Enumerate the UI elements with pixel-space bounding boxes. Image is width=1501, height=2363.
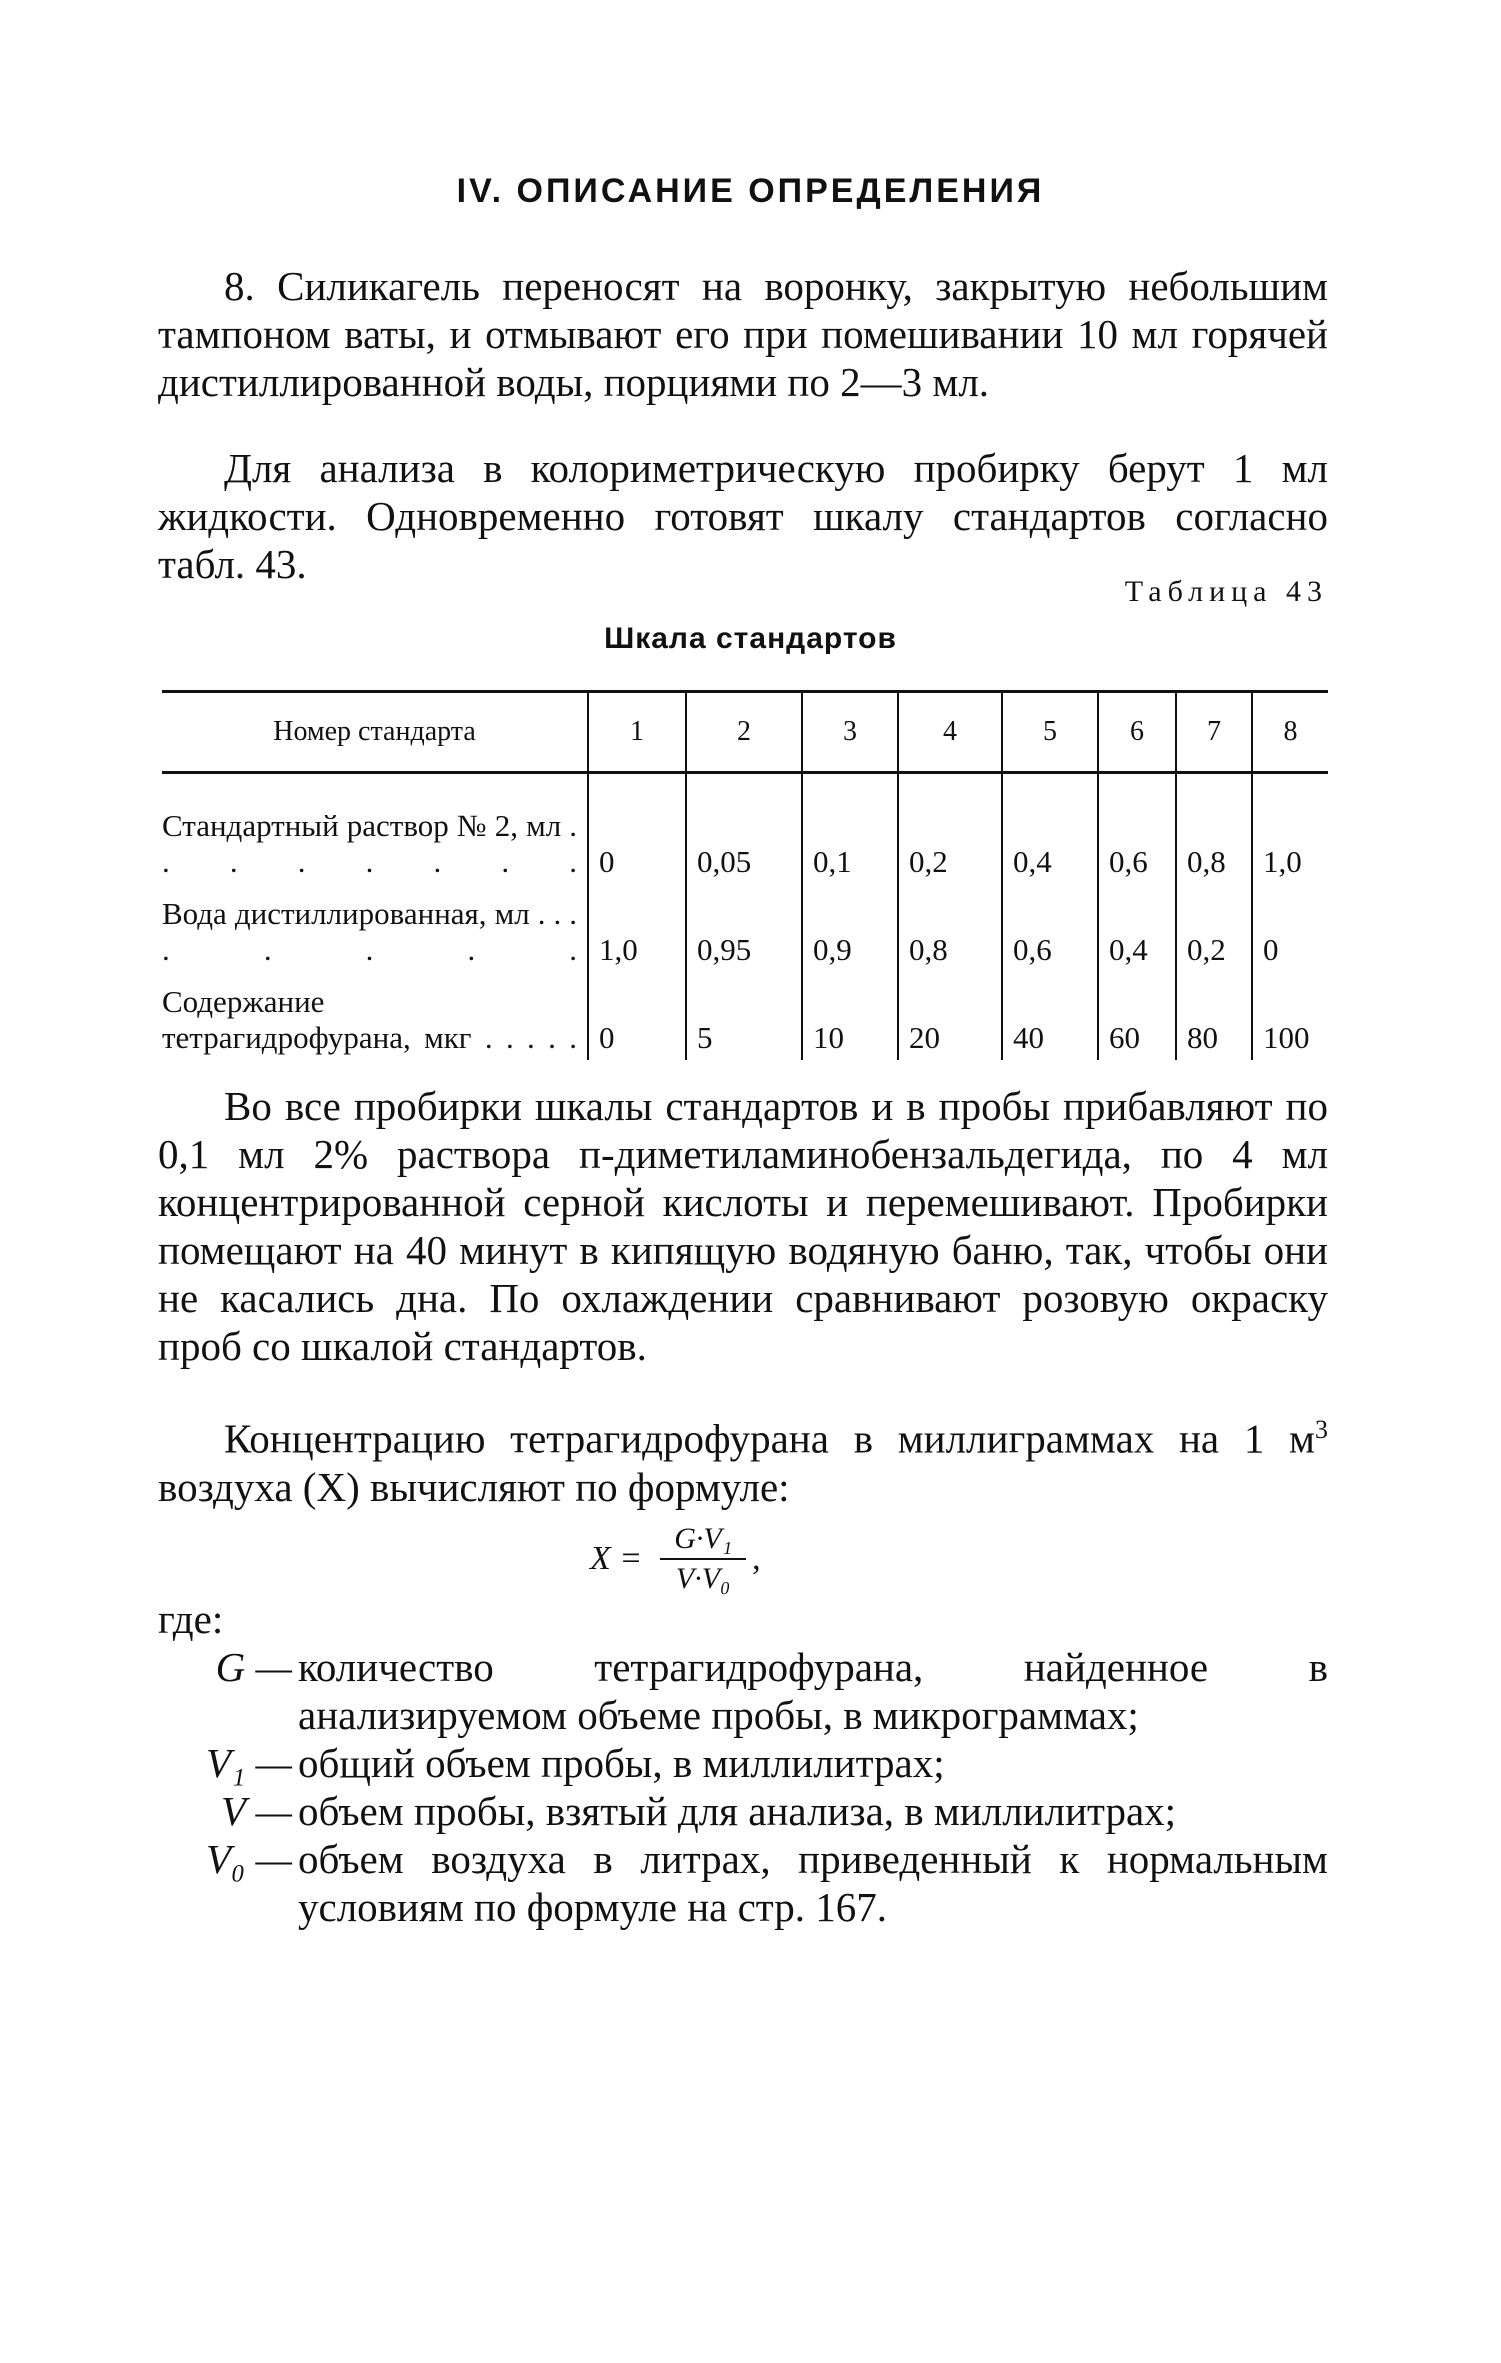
formula	[590, 1522, 761, 1596]
paragraph-text: 8. Силикагель переносят на воронку, закрытую небольшим тампоном ваты, и отмывают его при помешивании 10 мл горячей дистиллированной воды, порциями по 2—3 мл.	[158, 263, 1328, 405]
section-heading: IV. ОПИСАНИЕ ОПРЕДЕЛЕНИЯ	[456, 172, 1045, 210]
table-row	[162, 773, 1328, 881]
table-cell: 0	[588, 773, 686, 881]
definition-text: объем воздуха в литрах, приведенный к нормальным условиям по формуле на стр. 167.	[298, 1836, 1328, 1930]
header-label: Номер стандарта	[273, 716, 476, 747]
standards-table	[162, 690, 1328, 1060]
paragraph-concentration	[158, 1406, 1328, 1511]
definition-item	[158, 1787, 1328, 1835]
column-header: 3	[802, 692, 898, 773]
paragraph-analysis	[158, 444, 1328, 588]
column-header: 6	[1098, 692, 1176, 773]
table-row	[162, 880, 1328, 968]
table-cell: 0	[588, 968, 686, 1060]
formula-denominator: V·V₀	[675, 1562, 731, 1595]
table-cell: 0,95	[686, 880, 802, 968]
definitions-list	[158, 1595, 1328, 1931]
definitions-intro: где:	[158, 1596, 224, 1642]
superscript: 3	[1315, 1415, 1328, 1444]
table-cell: 10	[802, 968, 898, 1060]
column-header: 7	[1176, 692, 1252, 773]
table-cell: 20	[898, 968, 1002, 1060]
table-cell: 0,05	[686, 773, 802, 881]
definition-symbol: V₁ —	[205, 1740, 292, 1786]
text-run: Концентрацию тетрагидрофурана в миллиграммах на 1 м	[224, 1415, 1315, 1462]
paragraph-text: Во все пробирки шкалы стандартов и в пробы прибавляют по 0,1 мл 2% раствора п-диметиламинобензальдегида, по 4 мл концентрированной серной кислоты и перемешивают. Пробирки помещают на 40 минут в кипящую водяную баню, так, чтобы они не касались дна. По охлаждении сравнивают розовую окраску проб со шкалой стандартов.	[158, 1083, 1328, 1369]
column-header: 2	[686, 692, 802, 773]
table-cell: 0,8	[1176, 773, 1252, 881]
row-label: Содержание тетрагидрофурана, мкг . . . . .	[162, 984, 577, 1055]
definition-item	[158, 1835, 1328, 1931]
paragraph-text: Для анализа в колориметрическую пробирку берут 1 мл жидкости. Одновременно готовят шкалу стандартов согласно табл. 43.	[158, 445, 1328, 587]
table-cell: 40	[1002, 968, 1098, 1060]
row-label: Стандартный раствор № 2, мл . . . . . . . .	[162, 808, 577, 879]
table-cell: 0,6	[1002, 880, 1098, 968]
formula-fraction	[660, 1522, 746, 1596]
table-cell: 0,2	[1176, 880, 1252, 968]
definition-text: объем пробы, взятый для анализа, в миллилитрах;	[298, 1788, 1177, 1834]
definition-symbol: G —	[215, 1644, 292, 1690]
table-cell: 0,1	[802, 773, 898, 881]
table-cell: 60	[1098, 968, 1176, 1060]
table-cell: 0,6	[1098, 773, 1176, 881]
formula-lhs: X =	[590, 1540, 643, 1577]
column-header: 4	[898, 692, 1002, 773]
table-cell: 0	[1252, 880, 1328, 968]
formula-comma: ,	[752, 1540, 761, 1577]
definition-text: количество тетрагидрофурана, найденное в анализируемом объеме пробы, в микрограммах;	[298, 1644, 1328, 1738]
definition-item	[158, 1739, 1328, 1787]
table-cell: 0,2	[898, 773, 1002, 881]
table-cell: 0,9	[802, 880, 898, 968]
table-title: Шкала стандартов	[604, 622, 897, 655]
column-header: 5	[1002, 692, 1098, 773]
column-header: 1	[588, 692, 686, 773]
paragraph-text	[158, 1406, 1328, 1511]
definition-symbol: V₀ —	[205, 1836, 292, 1882]
paragraph-silica-gel	[158, 262, 1328, 406]
table-cell: 0,8	[898, 880, 1002, 968]
definition-item	[158, 1643, 1328, 1739]
definition-text: общий объем пробы, в миллилитрах;	[298, 1740, 945, 1786]
table-header-row	[162, 692, 1328, 773]
table-cell: 100	[1252, 968, 1328, 1060]
table-cell: 5	[686, 968, 802, 1060]
row-label: Вода дистиллированная, мл . . . . . . . .	[162, 896, 577, 967]
text-run: воздуха (X) вычисляют по формуле:	[158, 1463, 790, 1510]
table-row	[162, 968, 1328, 1060]
table-label: Таблица 43	[1124, 575, 1328, 608]
column-header: 8	[1252, 692, 1328, 773]
table-cell: 0,4	[1002, 773, 1098, 881]
formula-numerator: G·V₁	[660, 1522, 746, 1560]
paragraph-procedure	[158, 1082, 1328, 1370]
table-cell: 0,4	[1098, 880, 1176, 968]
definition-symbol: V —	[220, 1788, 292, 1834]
table-cell: 1,0	[588, 880, 686, 968]
table-cell: 1,0	[1252, 773, 1328, 881]
table-cell: 80	[1176, 968, 1252, 1060]
